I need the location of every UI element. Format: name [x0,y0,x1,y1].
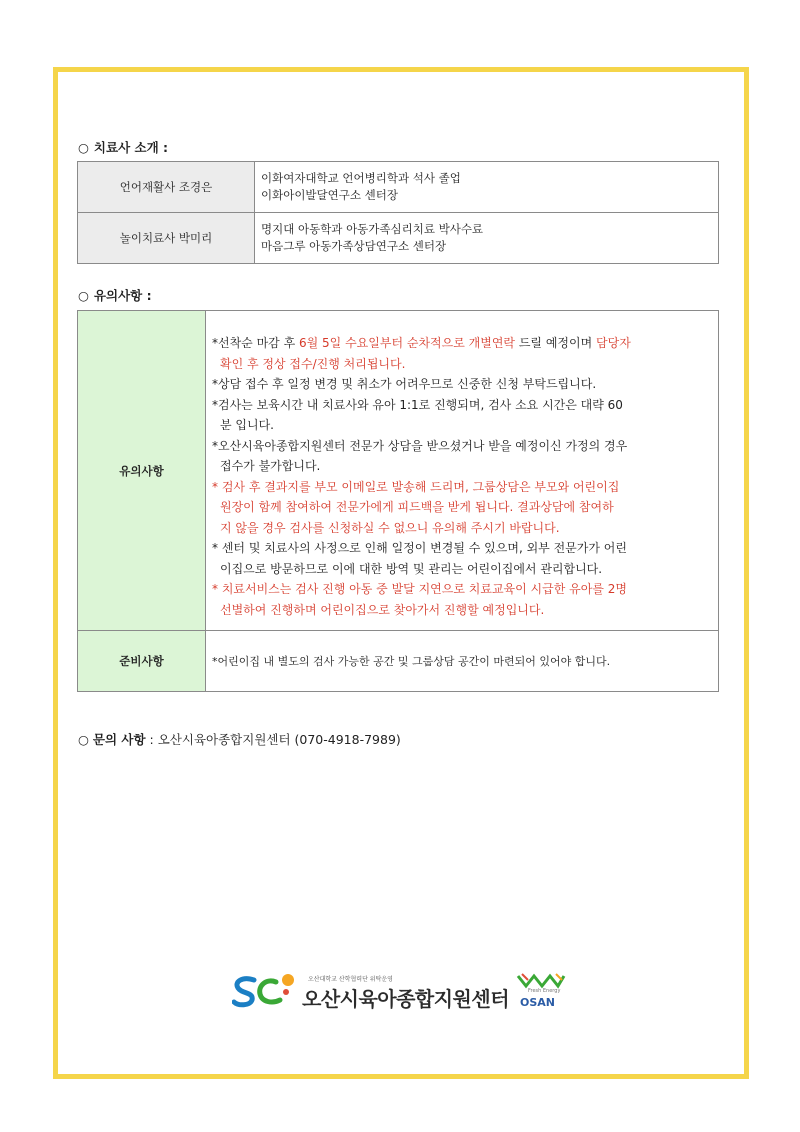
contact-label: 문의 사항 [92,732,146,747]
therapist-name: 놀이치료사 박미리 [78,213,255,264]
note-7: * 치료서비스는 검사 진행 아동 중 발달 지연으로 치료교육이 시급한 유아를 2명 선별하여 진행하며 어린이집으로 찾아가서 진행할 예정입니다. [212,582,627,617]
table-row [78,162,719,213]
center-logo [232,970,572,1014]
circle-bullet-icon: ○ [78,732,93,747]
notice-table [77,310,719,692]
bio-line: 이화아이발달연구소 센터장 [261,188,398,202]
note-1: *선착순 마감 후 6월 5일 수요일부터 순차적으로 개별연락 드릴 예정이며 담당자 확인 후 정상 접수/진행 처리됩니다. [212,336,631,371]
notice-section-title: ○ 유의사항 : [78,288,152,303]
therapist-name: 언어재활사 조경은 [78,162,255,213]
therapist-bio [255,213,719,264]
circle-bullet-icon: ○ [78,140,89,155]
therapist-table [77,161,719,264]
note-3: *검사는 보육시간 내 치료사와 유아 1:1로 진행되며, 검사 소요 시간은 대략 60 분 입니다. [212,397,623,432]
therapist-section-title: ○ 치료사 소개 : [78,140,168,155]
contact-value: : 오산시육아종합지원센터 (070-4918-7989) [149,732,401,747]
contact-line [78,730,401,748]
table-row [78,311,719,631]
notice-content [206,311,719,631]
table-row [78,213,719,264]
bio-line: 명지대 아동학과 아동가족심리치료 박사수료 [261,222,484,236]
prep-content: *어린이집 내 별도의 검사 가능한 공간 및 그룹상담 공간이 마련되어 있어야 합니다. [206,631,719,692]
osan-tagline: Fresh Energy [528,988,561,994]
bio-line: 마음그루 아동가족상담연구소 센터장 [261,239,447,253]
logo-name: 오산시육아종합지원센터 [302,987,510,1011]
note-4: *오산시육아종합지원센터 전문가 상담을 받으셨거나 받을 예정이신 가정의 경우 접수가 불가합니다. [212,438,628,473]
center-emblem-icon [232,970,298,1010]
circle-bullet-icon: ○ [78,288,89,303]
table-row [78,631,719,692]
bio-line: 이화여자대학교 언어병리학과 석사 졸업 [261,171,461,185]
logo-tagline: 오산대학교 산학협력단 위탁운영 [308,976,393,983]
notice-label: 유의사항 [78,311,206,631]
note-5: * 검사 후 결과지를 부모 이메일로 발송해 드리며, 그룹상담은 부모와 어린이집 원장이 함께 참여하여 전문가에게 피드백을 받게 됩니다. 결과상담에 참여하 지 않을 경우 검사를 신청하실 수 없으니 유의해 주시기 바랍니다. [212,479,620,535]
note-6: * 센터 및 치료사의 사정으로 인해 일정이 변경될 수 있으며, 외부 전문가가 어린 이집으로 방문하므로 이에 대한 방역 및 관리는 어린이집에서 관리합니다. [212,541,627,576]
therapist-bio [255,162,719,213]
osan-logo-text: OSAN [520,996,555,1009]
prep-label: 준비사항 [78,631,206,692]
note-2: *상담 접수 후 일정 변경 및 취소가 어려우므로 신중한 신청 부탁드립니다. [212,377,597,391]
